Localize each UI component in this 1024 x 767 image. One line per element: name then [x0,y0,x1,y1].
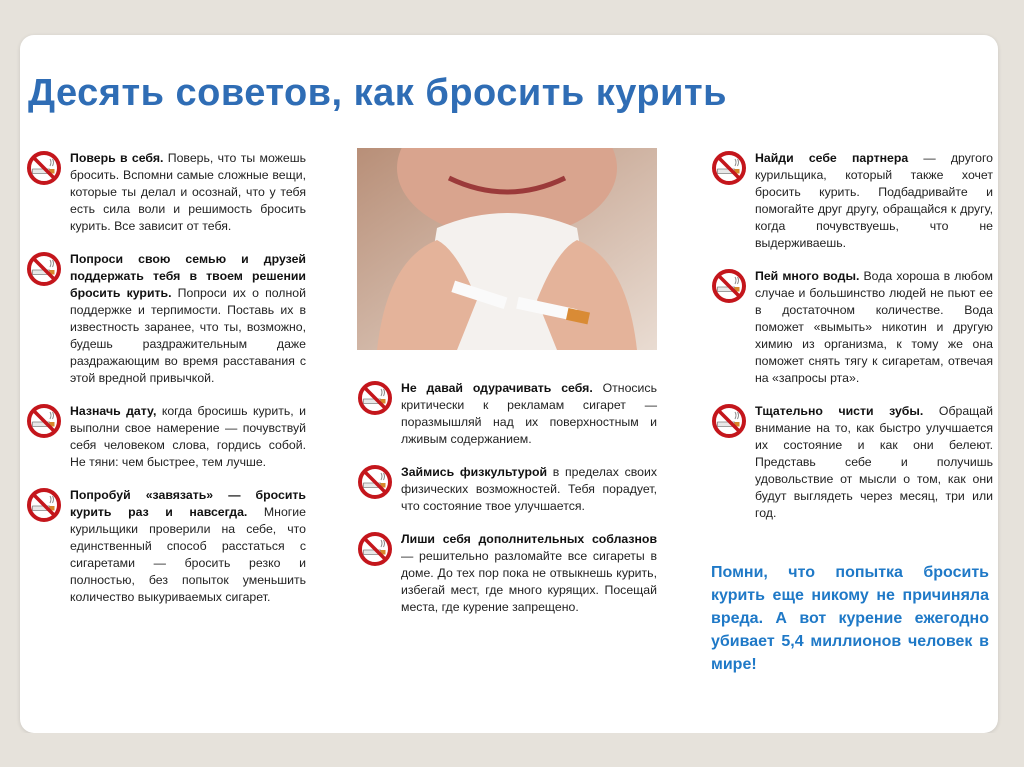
tip-heading: Не давай одурачивать себя. [401,381,593,395]
tip-text: в пределах своих физических возможностей. Тебя порадует, что состояние твое улучшается. [401,465,657,513]
no-smoking-icon [26,403,62,439]
tip-heading: Пей много воды. [755,269,860,283]
tip-believe [26,150,306,235]
woman-breaking-cigarette-photo [357,148,657,350]
tips-column-middle [357,380,657,632]
no-smoking-icon [711,268,747,304]
tip-text: Поверь, что ты можешь бросить. Вспомни самые сложные вещи, которые ты делал и осознай, что у тебя есть сила воли и решимость бросить курить. Все зависит от тебя. [70,151,306,233]
no-smoking-icon [26,150,62,186]
tip-water [711,268,993,387]
tip-text: — решительно разломайте все сигареты в доме. До тех пор пока не отвыкнешь курить, избегай мест, где много курящих. Посещай места, где курение запрещено. [401,549,657,614]
tip-heading: Тщательно чисти зубы. [755,404,924,418]
tip-text: Вода хороша в любом случае и большинство людей не пьют ее в достаточном количестве. Вода поможет «вымыть» никотин и другую химию из организма, к тому же она поможет снять тягу к сигаретам, отвечая на «запросы рта». [755,269,994,385]
tip-family-support [26,251,306,387]
tip-ads [357,380,657,448]
no-smoking-icon [357,464,393,500]
tips-column-right [711,150,993,538]
tip-text: Попроси их о полной поддержке и терпимости. Поставь их в известность заранее, что ты, возможно, будешь раздражительным даже раздражающим во время расставания с этой вредной привычкой. [70,286,306,385]
tip-text: Обращай внимание на то, как быстро улучшается их состояние и как они белеют. Представь себе и получишь удовольствие от мысли о том, как они будут выглядеть через месяц, три или год. [755,404,993,520]
no-smoking-icon [711,403,747,439]
remember-note: Помни, что попытка бросить курить еще никому не причиняла вреда. А вот курение ежегодно убивает 5,4 миллионов человек в мире! [711,564,989,673]
tip-sport [357,464,657,515]
tip-heading: Найди себе партнера [755,151,909,165]
no-smoking-icon [711,150,747,186]
tip-text: Относись критически к рекламам сигарет — поразмышляй над их поверхностным и лживым содержанием. [401,381,657,446]
tip-heading: Поверь в себя. [70,151,164,165]
no-smoking-icon [357,380,393,416]
tip-heading: Попроси свою семью и друзей поддержать тебя в твоем решении бросить курить. [70,252,306,300]
tip-partner [711,150,993,252]
tip-temptations [357,531,657,616]
tip-text: — другого курильщика, который также хочет бросить курить. Подбадривайте и помогайте друг другу, обращайся к другу, когда почувствуешь, что не выдерживаешь. [755,151,994,250]
no-smoking-icon [26,251,62,287]
tip-text: когда бросишь курить, и выполни свое намерение — почувствуй себя человеком слова, гордись собой. Не тяни: чем быстрее, тем лучше. [70,404,306,469]
tip-heading: Попробуй «завязать» — бросить курить раз и навсегда. [70,488,306,519]
tip-quit-at-once [26,487,306,606]
tip-text: Многие курильщики проверили на себе, что единственный способ расстаться с сигаретами — бросить резко и полностью, без попыток уменьшить количество выкуриваемых сигарет. [70,505,306,604]
tip-heading: Займись физкультурой [401,465,548,479]
tips-column-left [26,150,306,622]
tip-set-date [26,403,306,471]
page-title: Десять советов, как бросить курить [28,72,727,114]
tip-heading: Лиши себя дополнительных соблазнов [401,532,657,546]
slide-frame-bottom [0,733,1024,767]
no-smoking-icon [26,487,62,523]
slide-frame-top [0,0,1024,35]
tip-teeth [711,403,993,522]
no-smoking-icon [357,531,393,567]
tip-heading: Назначь дату, [70,404,157,418]
